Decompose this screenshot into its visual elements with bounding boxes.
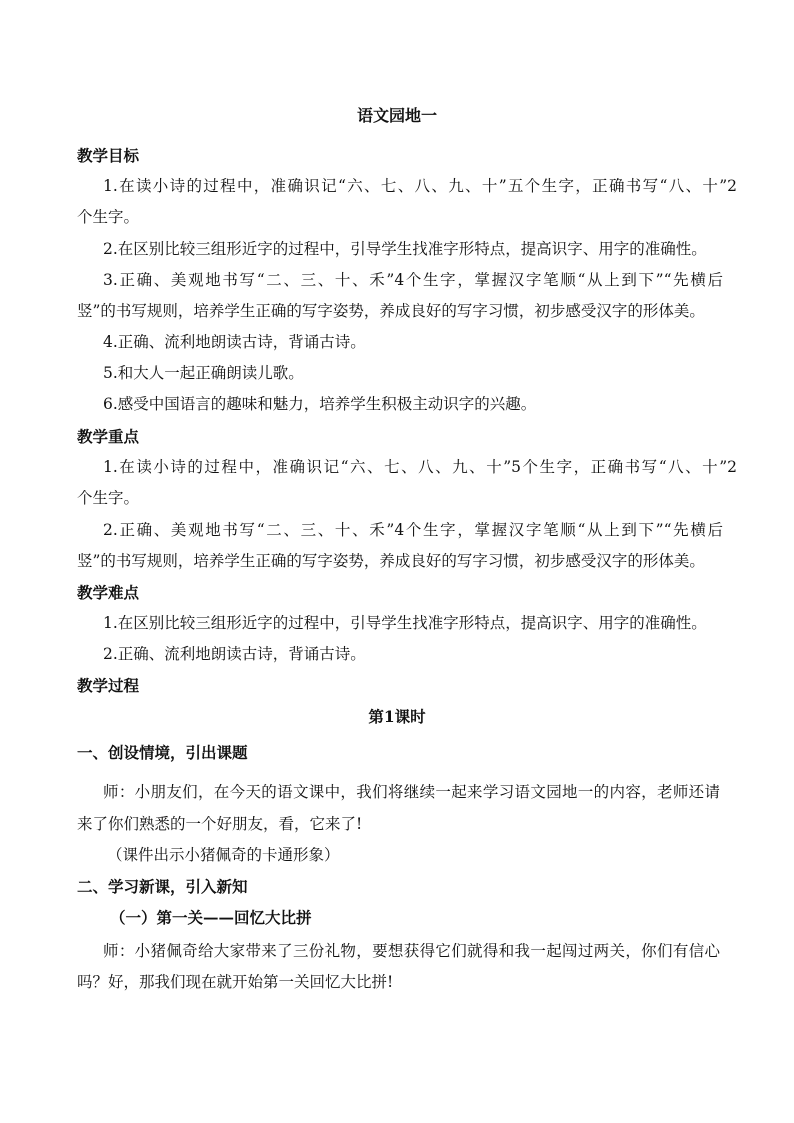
step-2-paragraph-line-2: 吗？好，那我们现在就开始第一关回忆大比拼! (77, 973, 394, 991)
page-title: 语文园地一 (356, 106, 437, 125)
lesson-heading: 第1课时 (368, 707, 426, 726)
goal-item-3-line-1: 3.正确、美观地书写“二、三、十、禾”4个生字，掌握汉字笔顺“从上到下”“先横后 (103, 271, 723, 289)
goal-item-6: 6.感受中国语言的趣味和魅力，培养学生积极主动识字的兴趣。 (103, 395, 537, 413)
step-2-subheading: （一）第一关——回忆大比拼 (110, 908, 312, 927)
section-heading-difficulties: 教学难点 (77, 583, 140, 602)
step-2-paragraph-line-1: 师：小猪佩奇给大家带来了三份礼物，要想获得它们就得和我一起闯过两关，你们有信心 (103, 942, 720, 960)
goal-item-3-line-2: 竖”的书写规则，培养学生正确的写字姿势，养成良好的写字习惯，初步感受汉字的形体美。 (77, 302, 705, 320)
step-1-note: （课件出示小猪佩奇的卡通形象） (107, 846, 340, 864)
goal-item-2: 2.在区别比较三组形近字的过程中，引导学生找准字形特点，提高识字、用字的准确性。 (103, 240, 707, 258)
difficulty-item-2: 2.正确、流利地朗读古诗，背诵古诗。 (103, 645, 366, 663)
step-2-heading: 二、学习新课，引入新知 (77, 877, 248, 896)
goal-item-5: 5.和大人一起正确朗读儿歌。 (103, 364, 304, 382)
key-point-1-line-2: 个生字。 (77, 489, 140, 507)
key-point-2-line-2: 竖”的书写规则，培养学生正确的写字姿势，养成良好的写字习惯，初步感受汉字的形体美。 (77, 552, 705, 570)
step-1-paragraph-line-1: 师：小朋友们，在今天的语文课中，我们将继续一起来学习语文园地一的内容，老师还请 (103, 783, 720, 801)
section-heading-key-points: 教学重点 (77, 427, 140, 446)
section-heading-goals: 教学目标 (77, 146, 140, 165)
key-point-1-line-1: 1.在读小诗的过程中，准确识记“六、七、八、九、十”5个生字，正确书写“八、十”2 (103, 458, 737, 476)
difficulty-item-1: 1.在区别比较三组形近字的过程中，引导学生找准字形特点，提高识字、用字的准确性。 (103, 614, 707, 632)
section-heading-process: 教学过程 (77, 676, 140, 695)
goal-item-1-line-1: 1.在读小诗的过程中，准确识记“六、七、八、九、十”五个生字，正确书写“八、十”2 (103, 177, 737, 195)
step-1-heading: 一、创设情境，引出课题 (77, 743, 248, 762)
goal-item-1-line-2: 个生字。 (77, 208, 140, 226)
key-point-2-line-1: 2.正确、美观地书写“二、三、十、禾”4个生字，掌握汉字笔顺“从上到下”“先横后 (103, 521, 723, 539)
step-1-paragraph-line-2: 来了你们熟悉的一个好朋友，看，它来了! (77, 815, 363, 833)
goal-item-4: 4.正确、流利地朗读古诗，背诵古诗。 (103, 333, 366, 351)
